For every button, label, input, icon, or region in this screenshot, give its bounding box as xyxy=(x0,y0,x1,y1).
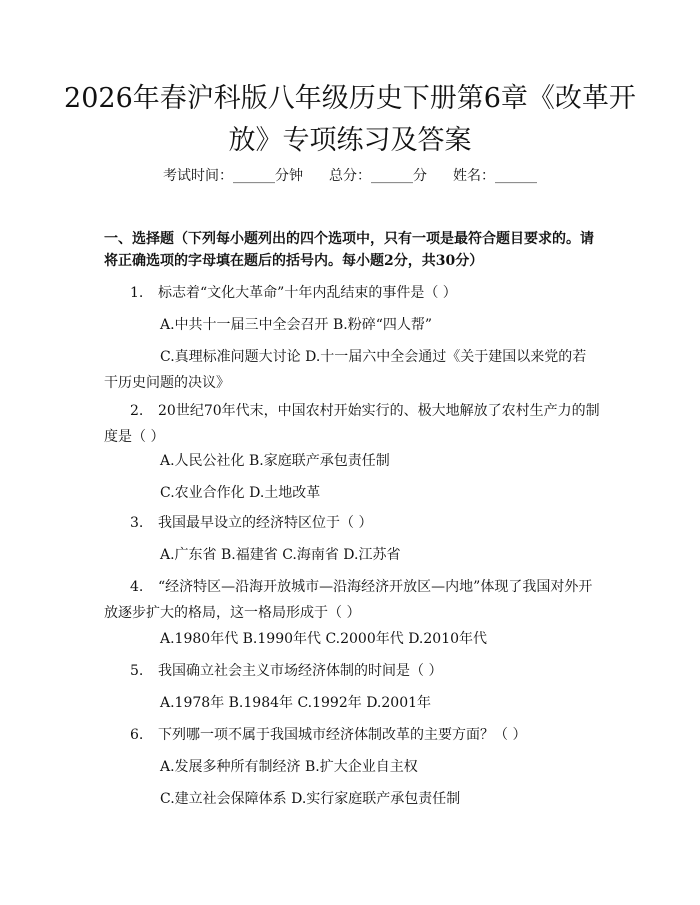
question-2-options-a-b: A.人民公社化 B.家庭联产承包责任制 xyxy=(160,453,390,469)
exam-score: 总分：______分 xyxy=(329,168,427,184)
question-stem: 我国确立社会主义市场经济体制的时间是（ ） xyxy=(158,663,443,679)
document-title: 2026年春沪科版八年级历史下册第6章《改革开放》专项练习及答案 xyxy=(64,83,636,156)
question-stem: 下列哪一项不属于我国城市经济体制改革的主要方面？（ ） xyxy=(158,727,527,743)
question-number: 4. xyxy=(130,579,144,595)
question-3-options: A.广东省 B.福建省 C.海南省 D.江苏省 xyxy=(160,547,401,563)
student-name: 姓名：______ xyxy=(453,168,537,184)
question-stem: 我国最早设立的经济特区位于（ ） xyxy=(158,515,373,531)
question-stem: 标志着“文化大革命”十年内乱结束的事件是（ ） xyxy=(158,285,457,301)
section-heading: 一、选择题（下列每小题列出的四个选项中，只有一项是最符合题目要求的。请将正确选项的字母填在题后的括号内。每小题2分，共30分） xyxy=(104,231,594,269)
exam-meta xyxy=(0,166,700,186)
question-stem: 20世纪70年代末，中国农村开始实行的、极大地解放了农村生产力的制度是（ ） xyxy=(104,403,600,445)
question-2 xyxy=(104,398,600,450)
question-1-options-c-d: C.真理标准问题大讨论 D.十一届六中全会通过《关于建国以来党的若干历史问题的决议》 xyxy=(104,349,587,391)
question-stem: “经济特区—沿海开放城市—沿海经济开放区—内地”体现了我国对外开放逐步扩大的格局，这一格局形成于（ ） xyxy=(104,579,593,621)
question-number: 2. xyxy=(130,403,144,419)
question-number: 5. xyxy=(130,663,144,679)
question-number: 3. xyxy=(130,515,144,531)
question-6-options-c-d: C.建立社会保障体系 D.实行家庭联产承包责任制 xyxy=(160,791,461,807)
question-4 xyxy=(104,574,600,626)
question-number: 6. xyxy=(130,727,144,743)
question-number: 1. xyxy=(130,285,144,301)
question-1-options-a-b: A.中共十一届三中全会召开 B.粉碎“四人帮” xyxy=(160,317,433,333)
question-6-options-a-b: A.发展多种所有制经济 B.扩大企业自主权 xyxy=(160,759,418,775)
question-3 xyxy=(104,510,600,536)
question-5-options: A.1978年 B.1984年 C.1992年 D.2001年 xyxy=(160,695,432,711)
question-6 xyxy=(104,722,600,748)
exam-time: 考试时间：______分钟 xyxy=(163,168,303,184)
question-5 xyxy=(104,658,600,684)
question-2-options-c-d: C.农业合作化 D.土地改革 xyxy=(160,485,321,501)
question-1 xyxy=(104,280,600,306)
question-4-options: A.1980年代 B.1990年代 C.2000年代 D.2010年代 xyxy=(160,631,488,647)
